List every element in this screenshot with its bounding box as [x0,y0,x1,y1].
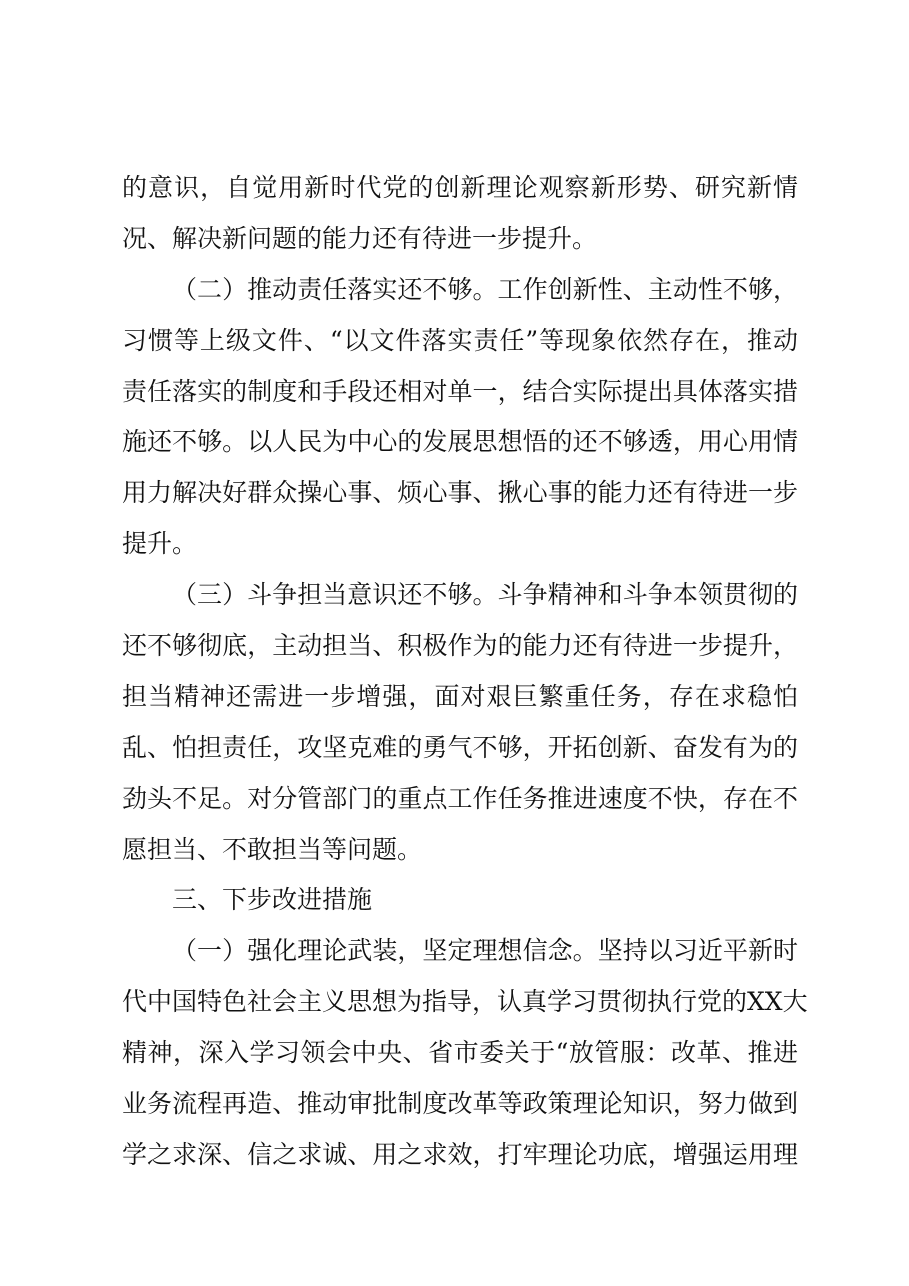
text-line: 提升。 [122,529,198,559]
text-line: 的意识，自觉用新时代党的创新理论观察新形势、研究新情 [122,173,798,202]
paragraph-first-line: （三）斗争担当意识还不够。斗争精神和斗争本领贯彻的 [172,580,798,610]
text-line: 况、解决新问题的能力还有待进一步提升。 [122,223,598,253]
text-line: 乱、怕担责任，攻坚克难的勇气不够，开拓创新、奋发有为的 [122,732,798,762]
text-line: 还不够彻底，主动担当、积极作为的能力还有待进一步提升， [122,631,798,661]
text-line: 代中国特色社会主义思想为指导，认真学习贯彻执行党的XX大 [122,987,808,1017]
text-line: 习惯等上级文件、“以文件落实责任”等现象依然存在，推动 [122,325,798,355]
text-line: 学之求深、信之求诚、用之求效，打牢理论功底，增强运用理 [122,1139,798,1169]
text-line: 精神，深入学习领会中央、省市委关于“放管服：改革、推进 [122,1038,798,1068]
text-line: 愿担当、不敢担当等问题。 [122,834,423,864]
document-body [122,163,808,1181]
paragraph-first-line: （一）强化理论武装，坚定理想信念。坚持以习近平新时 [172,936,798,966]
text-line: 用力解决好群众操心事、烦心事、揪心事的能力还有待进一步 [122,478,798,508]
text-line: 施还不够。以人民为中心的发展思想悟的还不够透，用心用情 [122,427,798,457]
text-line: 业务流程再造、推动审批制度改革等政策理论知识，努力做到 [122,1089,798,1119]
text-line: 担当精神还需进一步增强，面对艰巨繁重任务，存在求稳怕 [122,681,798,711]
text-line: 劲头不足。对分管部门的重点工作任务推进速度不快，存在不 [122,783,798,813]
paragraph-first-line: （二）推动责任落实还不够。工作创新性、主动性不够， [172,274,798,304]
text-line: 责任落实的制度和手段还相对单一，结合实际提出具体落实措 [122,376,798,406]
section-heading: 三、下步改进措施 [172,885,373,915]
